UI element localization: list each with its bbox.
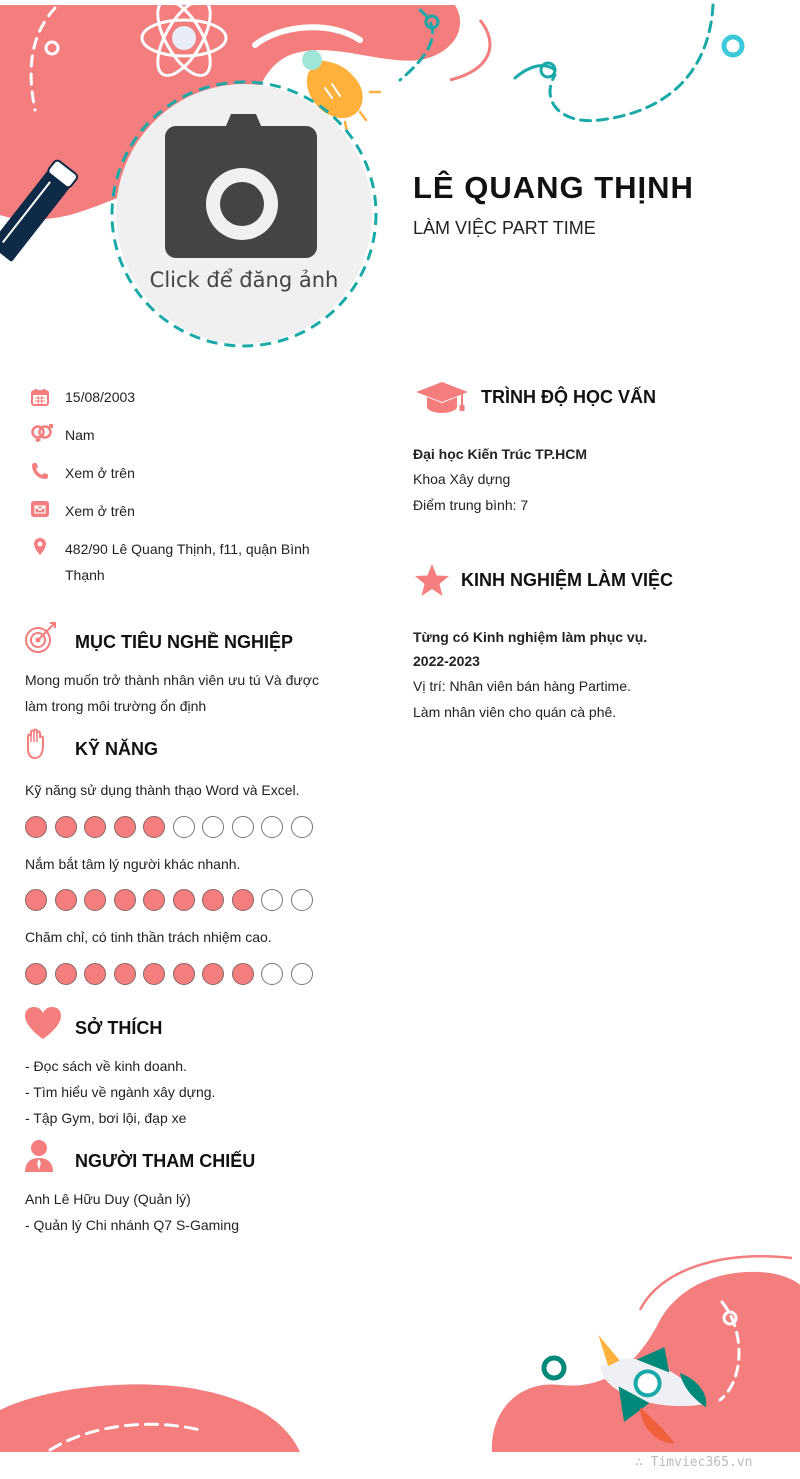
rating-dot-filled [84, 963, 106, 985]
rating-dot-filled [143, 889, 165, 911]
rating-dot-filled [143, 963, 165, 985]
profile-photo-upload[interactable] [116, 84, 372, 344]
rating-dot-filled [55, 963, 77, 985]
rating-dot-filled [232, 889, 254, 911]
rating-dot-filled [232, 963, 254, 985]
rating-dot-filled [173, 889, 195, 911]
skills-title: KỸ NĂNG [75, 739, 159, 759]
education-gpa: Điểm trung bình: 7 [413, 497, 529, 513]
objective-title: MỤC TIÊU NGHỀ NGHIỆP [75, 632, 294, 652]
hobbies-title: SỞ THÍCH [75, 1018, 163, 1038]
hobby-item: - Tìm hiểu về ngành xây dựng. [25, 1084, 216, 1100]
experience-title: KINH NGHIỆM LÀM VIỆC [461, 570, 674, 590]
skill-label-1: Kỹ năng sử dụng thành thạo Word và Excel. [25, 782, 300, 798]
rating-dot-filled [55, 816, 77, 838]
rating-dot-empty [232, 816, 254, 838]
target-icon [24, 621, 58, 655]
experience-description: Làm nhân viên cho quán cà phê. [413, 704, 617, 720]
education-major: Khoa Xây dựng [413, 471, 511, 487]
rating-dot-filled [55, 889, 77, 911]
rating-dot-empty [202, 816, 224, 838]
rating-dot-empty [291, 889, 313, 911]
phone-icon [30, 461, 50, 481]
rating-dot-empty [261, 963, 283, 985]
rating-dot-empty [261, 889, 283, 911]
star-icon [414, 563, 450, 597]
graduation-cap-icon [414, 380, 470, 414]
reference-line-2: - Quản lý Chi nhánh Q7 S-Gaming [25, 1217, 239, 1233]
watermark: ∴ Timviec365.vn [635, 1455, 753, 1470]
rating-dot-empty [173, 816, 195, 838]
gender-value: Nam [65, 427, 95, 443]
rating-dot-filled [84, 889, 106, 911]
rating-dot-filled [202, 889, 224, 911]
person-icon [24, 1139, 54, 1173]
hand-icon [24, 728, 48, 762]
rating-dot-filled [25, 889, 47, 911]
rating-dot-filled [173, 963, 195, 985]
rating-dot-filled [143, 816, 165, 838]
experience-period: 2022-2023 [413, 653, 480, 669]
birthday-value: 15/08/2003 [65, 389, 136, 405]
camera-icon [116, 84, 372, 264]
reference-line-1: Anh Lê Hữu Duy (Quản lý) [25, 1191, 191, 1207]
rating-dot-filled [114, 889, 136, 911]
rating-dot-empty [291, 963, 313, 985]
address-line-2: Thạnh [65, 567, 105, 583]
email-value: Xem ở trên [65, 503, 135, 519]
rating-dot-filled [25, 816, 47, 838]
hobby-item: - Đọc sách về kinh doanh. [25, 1058, 187, 1074]
location-icon [30, 537, 50, 557]
rating-dot-filled [84, 816, 106, 838]
email-icon [30, 499, 50, 519]
rating-dot-filled [25, 963, 47, 985]
hobby-item: - Tập Gym, bơi lội, đạp xe [25, 1110, 187, 1126]
rating-dot-filled [202, 963, 224, 985]
rating-dot-empty [291, 816, 313, 838]
heart-icon [24, 1006, 62, 1040]
phone-value: Xem ở trên [65, 465, 135, 481]
candidate-name: LÊ QUANG THỊNH [413, 170, 694, 205]
calendar-icon [30, 387, 50, 407]
experience-role: Vị trí: Nhân viên bán hàng Partime. [413, 678, 631, 694]
education-school: Đại học Kiến Trúc TP.HCM [413, 446, 587, 462]
rating-dot-empty [261, 816, 283, 838]
skill-label-2: Nắm bắt tâm lý người khác nhanh. [25, 856, 241, 872]
candidate-position: LÀM VIỆC PART TIME [413, 218, 596, 238]
objective-line-2: làm trong môi trường ổn định [25, 698, 207, 714]
rating-dot-filled [114, 963, 136, 985]
gender-icon [30, 423, 54, 443]
education-title: TRÌNH ĐỘ HỌC VẤN [481, 387, 656, 407]
photo-upload-label: Click để đăng ảnh [149, 268, 339, 292]
references-title: NGƯỜI THAM CHIẾU [75, 1151, 256, 1171]
skill-label-3: Chăm chỉ, có tinh thần trách nhiệm cao. [25, 929, 272, 945]
rating-dot-filled [114, 816, 136, 838]
address-line-1: 482/90 Lê Quang Thịnh, f11, quận Bình [65, 541, 310, 557]
objective-line-1: Mong muốn trở thành nhân viên ưu tú Và được [25, 672, 319, 688]
experience-company: Từng có Kinh nghiệm làm phục vụ. [413, 629, 648, 645]
